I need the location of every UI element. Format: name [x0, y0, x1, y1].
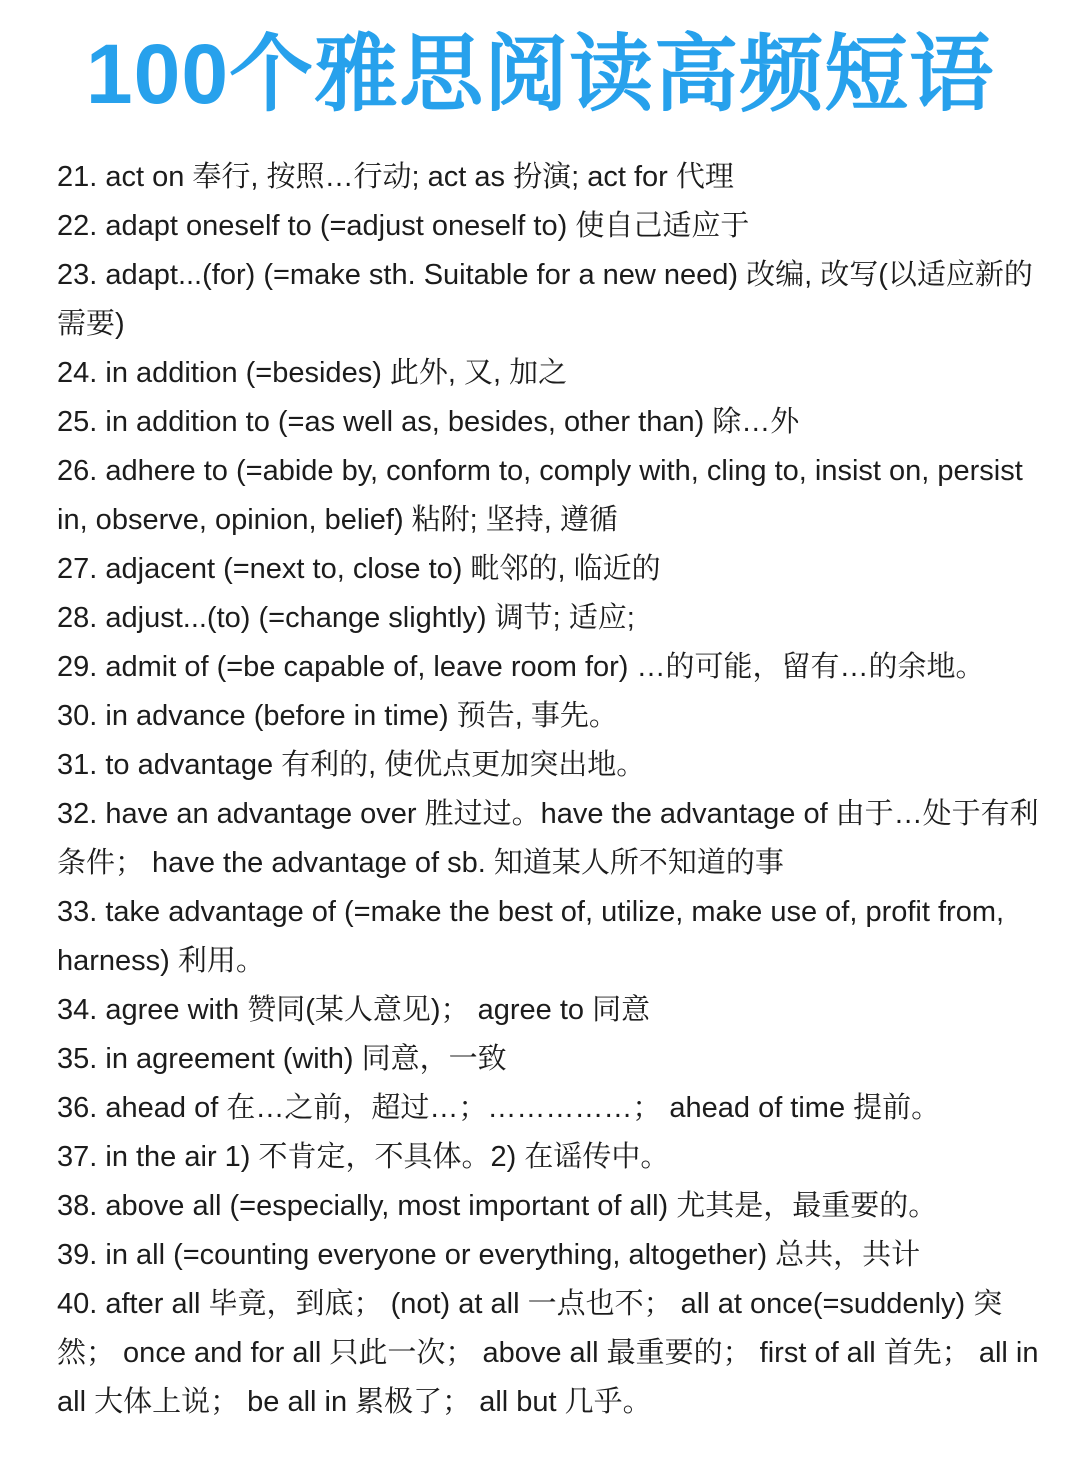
phrase-item: 26. adhere to (=abide by, conform to, comply with, cling to, insist on, persist in, observe, opinion, belief) 粘附; 坚持, 遵循 — [57, 454, 1023, 536]
phrase-item: 30. in advance (before in time) 预告, 事先。 — [57, 699, 618, 732]
phrase-item: 40. after all 毕竟，到底； (not) at all 一点也不； all at once(=suddenly) 突然； once and for all 只此一次； above all 最重要的； first of all 首先； all in all 大体上说； be all in 累极了； all but 几乎。 — [57, 1287, 1039, 1418]
phrase-item: 33. take advantage of (=make the best of, utilize, make use of, profit from, harness) 利用。 — [57, 895, 1005, 977]
phrase-item: 37. in the air 1) 不肯定，不具体。2) 在谣传中。 — [57, 1140, 670, 1173]
phrase-item: 22. adapt oneself to (=adjust oneself to) 使自己适应于 — [57, 209, 750, 242]
phrase-item: 38. above all (=especially, most important of all) 尤其是，最重要的。 — [57, 1189, 938, 1222]
phrase-list — [0, 123, 1080, 1427]
phrase-item: 34. agree with 赞同(某人意见)； agree to 同意 — [57, 993, 651, 1026]
phrase-item: 25. in addition to (=as well as, besides, other than) 除…外 — [57, 405, 800, 438]
study-notes-page — [0, 26, 1080, 1466]
phrase-item: 31. to advantage 有利的, 使优点更加突出地。 — [57, 748, 646, 781]
phrase-item: 39. in all (=counting everyone or everything, altogether) 总共，共计 — [57, 1238, 921, 1271]
phrase-item: 28. adjust...(to) (=change slightly) 调节; 适应; — [57, 601, 635, 634]
phrase-item: 21. act on 奉行, 按照…行动; act as 扮演; act for 代理 — [57, 160, 734, 193]
phrase-item: 36. ahead of 在…之前，超过…；……………； ahead of time 提前。 — [57, 1091, 941, 1124]
phrase-item: 23. adapt...(for) (=make sth. Suitable for a new need) 改编, 改写(以适应新的需要) — [57, 258, 1033, 340]
phrase-item: 32. have an advantage over 胜过过。have the advantage of 由于…处于有利条件； have the advantage of sb. 知道某人所不知道的事 — [57, 797, 1039, 879]
phrase-item: 35. in agreement (with) 同意，一致 — [57, 1042, 507, 1075]
page-title: 100个雅思阅读高频短语 — [85, 27, 995, 121]
phrase-item: 24. in addition (=besides) 此外, 又, 加之 — [57, 356, 568, 389]
phrase-item: 29. admit of (=be capable of, leave room for) …的可能，留有…的余地。 — [57, 650, 985, 683]
phrase-item: 27. adjacent (=next to, close to) 毗邻的, 临近的 — [57, 552, 661, 585]
